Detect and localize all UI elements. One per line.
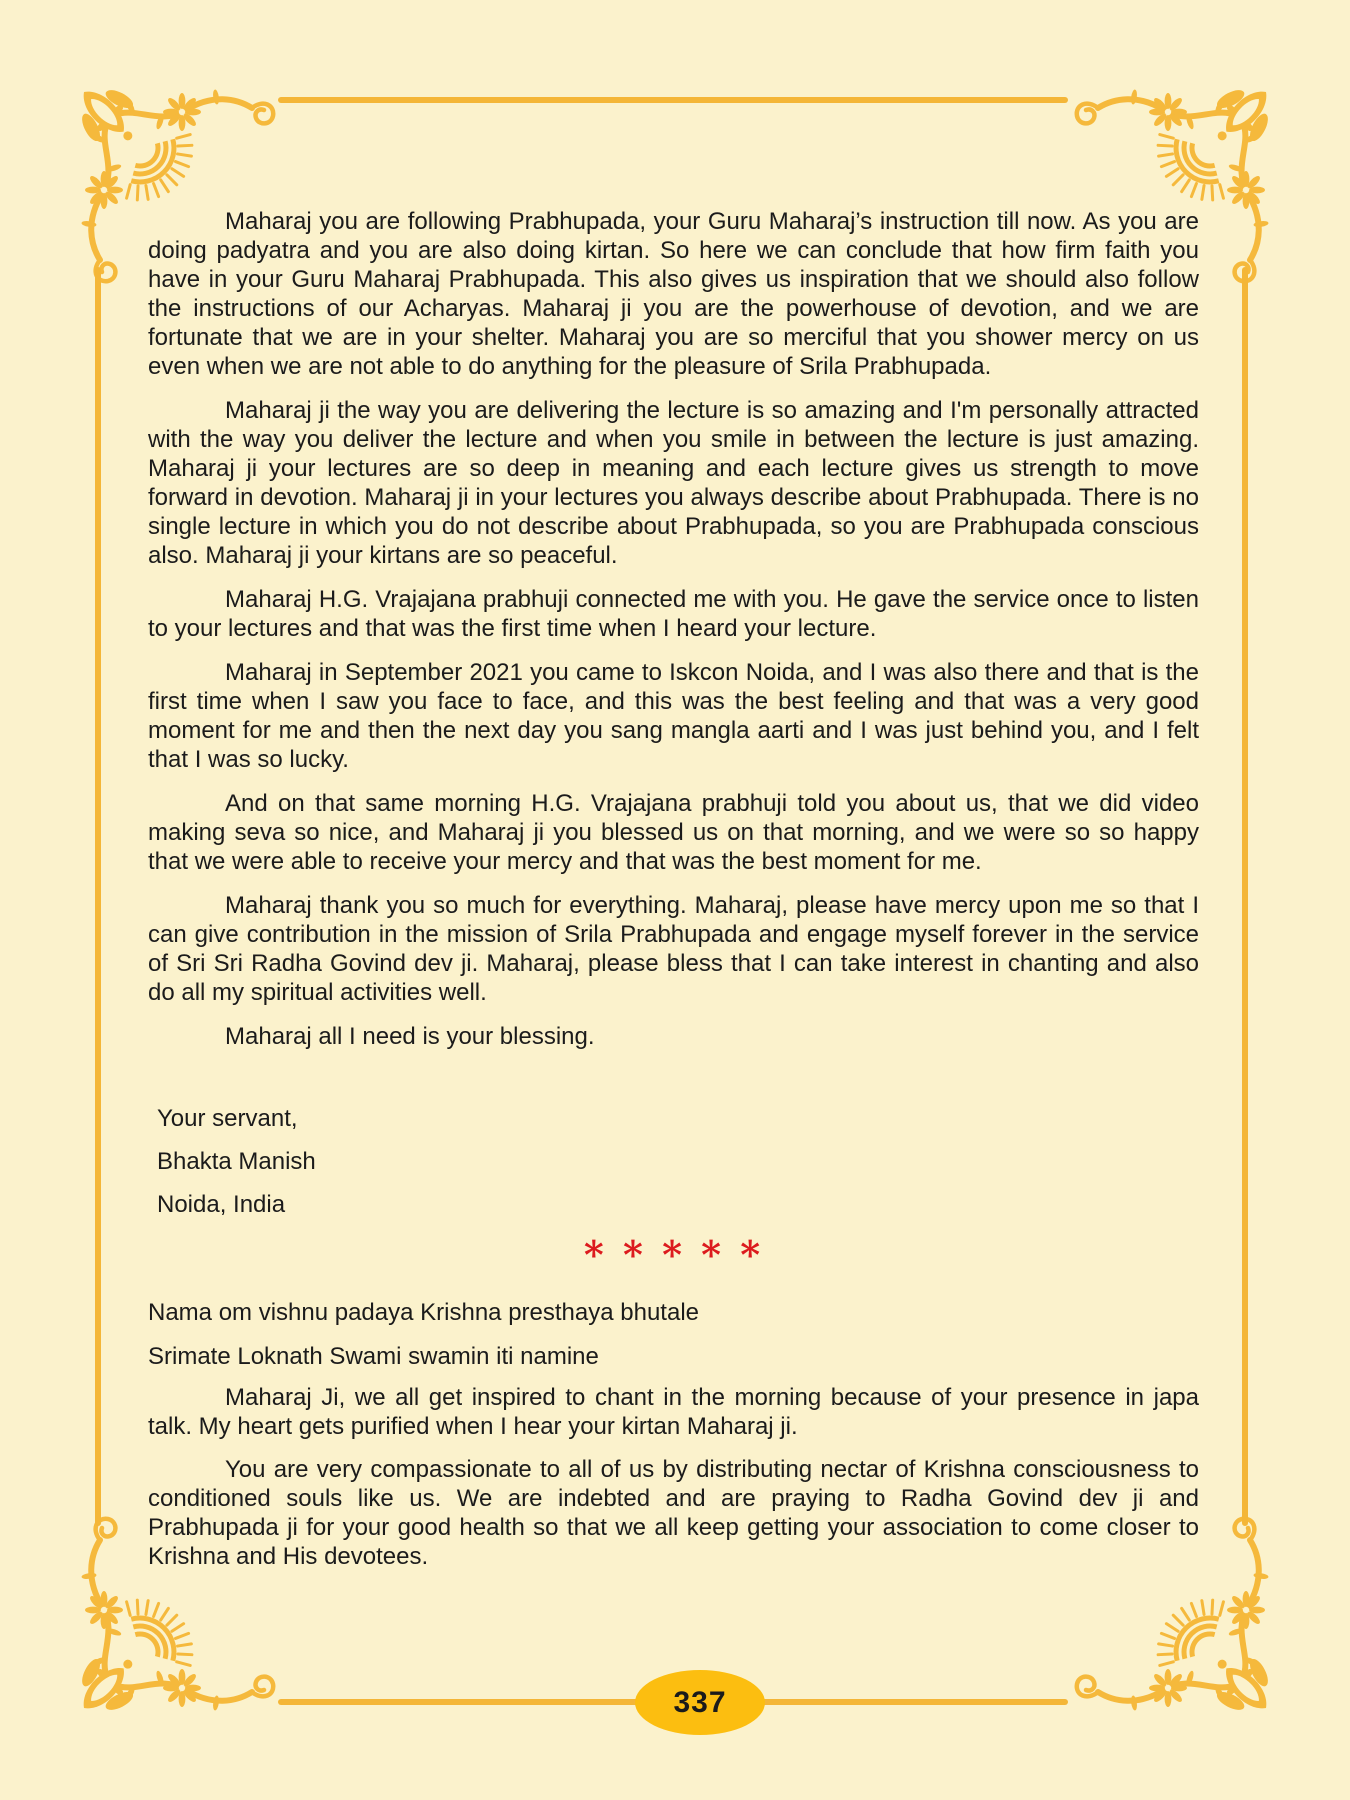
mantra-line: Srimate Loknath Swami swamin iti namine xyxy=(148,1343,599,1370)
letter-paragraph: And on that same morning H.G. Vrajajana prabhuji told you about us, that we did video making seva so nice, and Maharaj ji you blessed us on that morning, and we were so so happy that we were able to receive your mercy and that was the best moment for me. xyxy=(148,790,1199,875)
letter-paragraph: Maharaj H.G. Vrajajana prabhuji connected me with you. He gave the service once to listen to your lectures and that was the first time when I heard your lecture. xyxy=(148,586,1199,642)
signature-line: Noida, India xyxy=(157,1191,286,1218)
letter-paragraph: You are very compassionate to all of us by distributing nectar of Krishna consciousness to conditioned souls like us. We are indebted and are praying to Radha Govind dev ji and Prabhupada ji for your good health so that we all keep getting your association to come closer to Krishna and His devotees. xyxy=(148,1456,1199,1570)
letter-paragraph: Maharaj in September 2021 you came to Iskcon Noida, and I was also there and that is the first time when I saw you face to face, and this was the best feeling and that was a very good moment for me and then the next day you sang mangla aarti and I was just behind you, and I felt that I was so lucky. xyxy=(148,659,1199,773)
page-number-badge xyxy=(635,1670,765,1735)
letter-paragraph: Maharaj all I need is your blessing. xyxy=(225,1023,595,1050)
asterisk-separator: * * * * * xyxy=(583,1232,764,1277)
border-line-left xyxy=(95,267,101,1526)
letter-paragraph: Maharaj thank you so much for everything. Maharaj, please have mercy upon me so that I can give contribution in the mission of Srila Prabhupada and engage myself forever in the service of Sri Sri Radha Govind dev ji. Maharaj, please bless that I can take interest in chanting and also do all my spiritual activities well. xyxy=(148,892,1199,1006)
signature-block xyxy=(148,1104,1199,1233)
signature-line: Bhakta Manish xyxy=(157,1148,316,1175)
letter-paragraph: Maharaj you are following Prabhupada, your Guru Maharaj’s instruction till now. As you are doing padyatra and you are also doing kirtan. So here we can conclude that how firm faith you have in your Guru Maharaj Prabhupada. This also gives us inspiration that we should also follow the instructions of our Acharyas. Maharaj ji you are the powerhouse of devotion, and we are fortunate that we are in your shelter. Maharaj you are so merciful that you shower mercy on us even when we are not able to do anything for the pleasure of Srila Prabhupada. xyxy=(148,208,1199,380)
letter-paragraph: Maharaj ji the way you are delivering the lecture is so amazing and I'm personally attracted with the way you deliver the lecture and when you smile in between the lecture is just amazing. Maharaj ji your lectures are so deep in meaning and each lecture gives us strength to move forward in devotion. Maharaj ji in your lectures you always describe about Prabhupada. There is no single lecture in which you do not describe about Prabhupada, so you are Prabhupada conscious also. Maharaj ji your kirtans are so peaceful. xyxy=(148,397,1199,569)
letter-content xyxy=(148,207,1199,1571)
mantra-line: Nama om vishnu padaya Krishna presthaya bhutale xyxy=(148,1299,699,1326)
letter-paragraph: Maharaj Ji, we all get inspired to chant in the morning because of your presence in japa talk. My heart gets purified when I hear your kirtan Maharaj ji. xyxy=(148,1384,1199,1440)
border-line-right xyxy=(1242,267,1248,1526)
border-line-top xyxy=(278,97,1068,103)
page-number: 337 xyxy=(673,1685,727,1719)
signature-line: Your servant, xyxy=(157,1105,298,1132)
